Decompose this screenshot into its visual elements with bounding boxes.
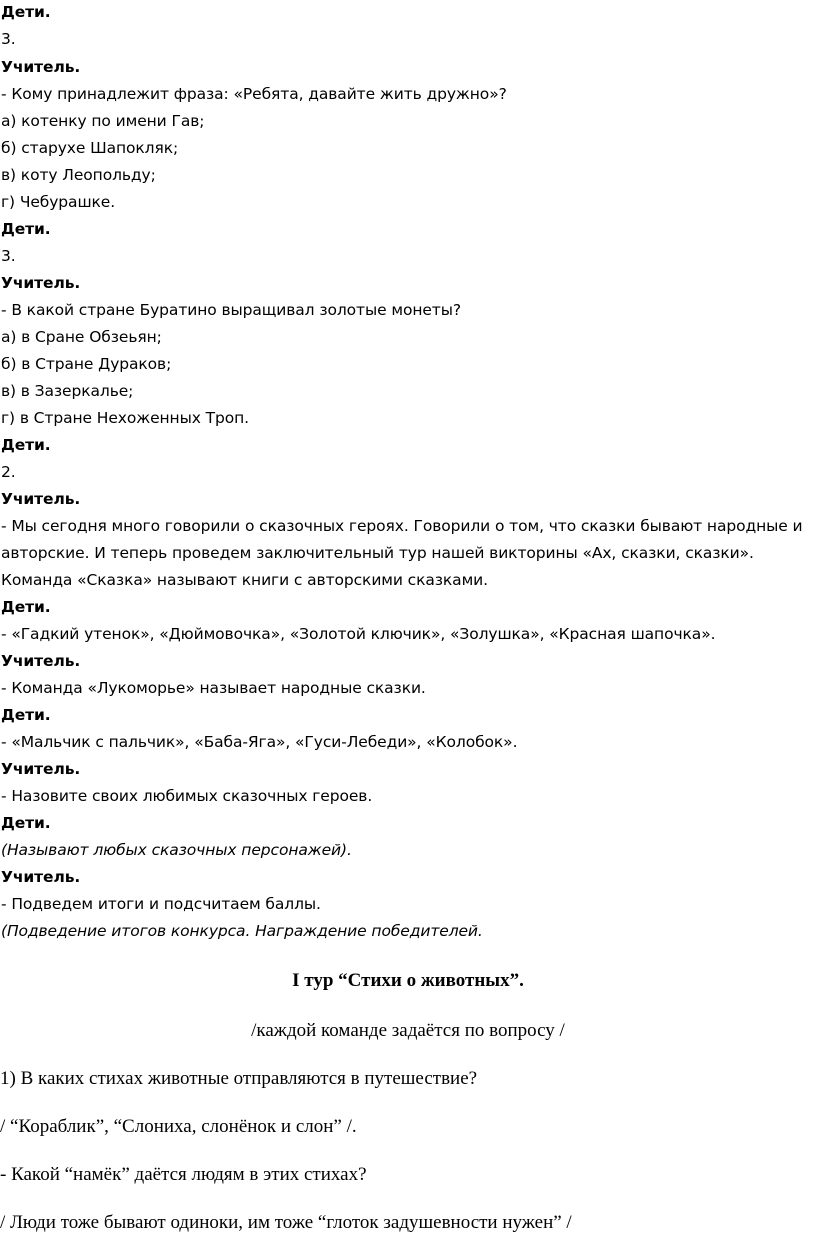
option-d: г) в Стране Нехоженных Троп. bbox=[1, 409, 249, 427]
answer-number: 3. bbox=[1, 30, 16, 48]
reply-line: - «Мальчик с пальчик», «Баба-Яга», «Гуси-Лебеди», «Колобок». bbox=[1, 733, 518, 751]
speaker-teacher: Учитель. bbox=[1, 274, 81, 292]
option-a: а) в Сране Обзеьян; bbox=[1, 328, 162, 346]
speaker-teacher: Учитель. bbox=[1, 58, 81, 76]
reply-line: - «Гадкий утенок», «Дюймовочка», «Золотой ключик», «Золушка», «Красная шапочка». bbox=[1, 625, 716, 643]
question-text: - Кому принадлежит фраза: «Ребята, давайте жить дружно»? bbox=[1, 85, 507, 103]
speaker-teacher: Учитель. bbox=[1, 760, 81, 778]
speaker-children: Дети. bbox=[1, 3, 51, 21]
section-title: I тур “Стихи о животных”. bbox=[292, 970, 524, 991]
option-c: в) коту Леопольду; bbox=[1, 166, 156, 184]
option-d: г) Чебурашке. bbox=[1, 193, 116, 211]
section-question: 1) В каких стихах животные отправляются в путешествие? bbox=[0, 1068, 478, 1089]
section-subtitle: /каждой команде задаётся по вопросу / bbox=[251, 1020, 565, 1041]
option-b: б) в Стране Дураков; bbox=[1, 355, 172, 373]
paragraph-line: - Мы сегодня много говорили о сказочных героях. Говорили о том, что сказки бывают народные и bbox=[1, 517, 803, 535]
paragraph-line: авторские. И теперь проведем заключительный тур нашей викторины «Ах, сказки, сказки». bbox=[1, 544, 754, 562]
option-b: б) старухе Шапокляк; bbox=[1, 139, 179, 157]
reply-line: - Команда «Лукоморье» называет народные сказки. bbox=[1, 679, 426, 697]
answer-number: 2. bbox=[1, 463, 16, 481]
reply-line: - Подведем итоги и подсчитаем баллы. bbox=[1, 895, 321, 913]
speaker-children: Дети. bbox=[1, 436, 51, 454]
speaker-teacher: Учитель. bbox=[1, 652, 81, 670]
paragraph-line: Команда «Сказка» называют книги с авторскими сказками. bbox=[1, 571, 488, 589]
reply-line: - Назовите своих любимых сказочных героев. bbox=[1, 787, 373, 805]
option-c: в) в Зазеркалье; bbox=[1, 382, 134, 400]
option-a: а) котенку по имени Гав; bbox=[1, 112, 205, 130]
speaker-children: Дети. bbox=[1, 706, 51, 724]
answer-number: 3. bbox=[1, 247, 16, 265]
section-followup-answer: / Люди тоже бывают одиноки, им тоже “глоток задушевности нужен” / bbox=[0, 1212, 572, 1233]
speaker-children: Дети. bbox=[1, 220, 51, 238]
question-text: - В какой стране Буратино выращивал золотые монеты? bbox=[1, 301, 461, 319]
speaker-children: Дети. bbox=[1, 814, 51, 832]
section-answer: / “Кораблик”, “Слониха, слонёнок и слон” /. bbox=[0, 1116, 357, 1137]
stage-direction: (Подведение итогов конкурса. Награждение победителей. bbox=[1, 922, 483, 940]
speaker-teacher: Учитель. bbox=[1, 868, 81, 886]
section-followup: - Какой “намёк” даётся людям в этих стихах? bbox=[0, 1164, 367, 1185]
speaker-teacher: Учитель. bbox=[1, 490, 81, 508]
speaker-children: Дети. bbox=[1, 598, 51, 616]
stage-direction: (Называют любых сказочных персонажей). bbox=[1, 841, 352, 859]
